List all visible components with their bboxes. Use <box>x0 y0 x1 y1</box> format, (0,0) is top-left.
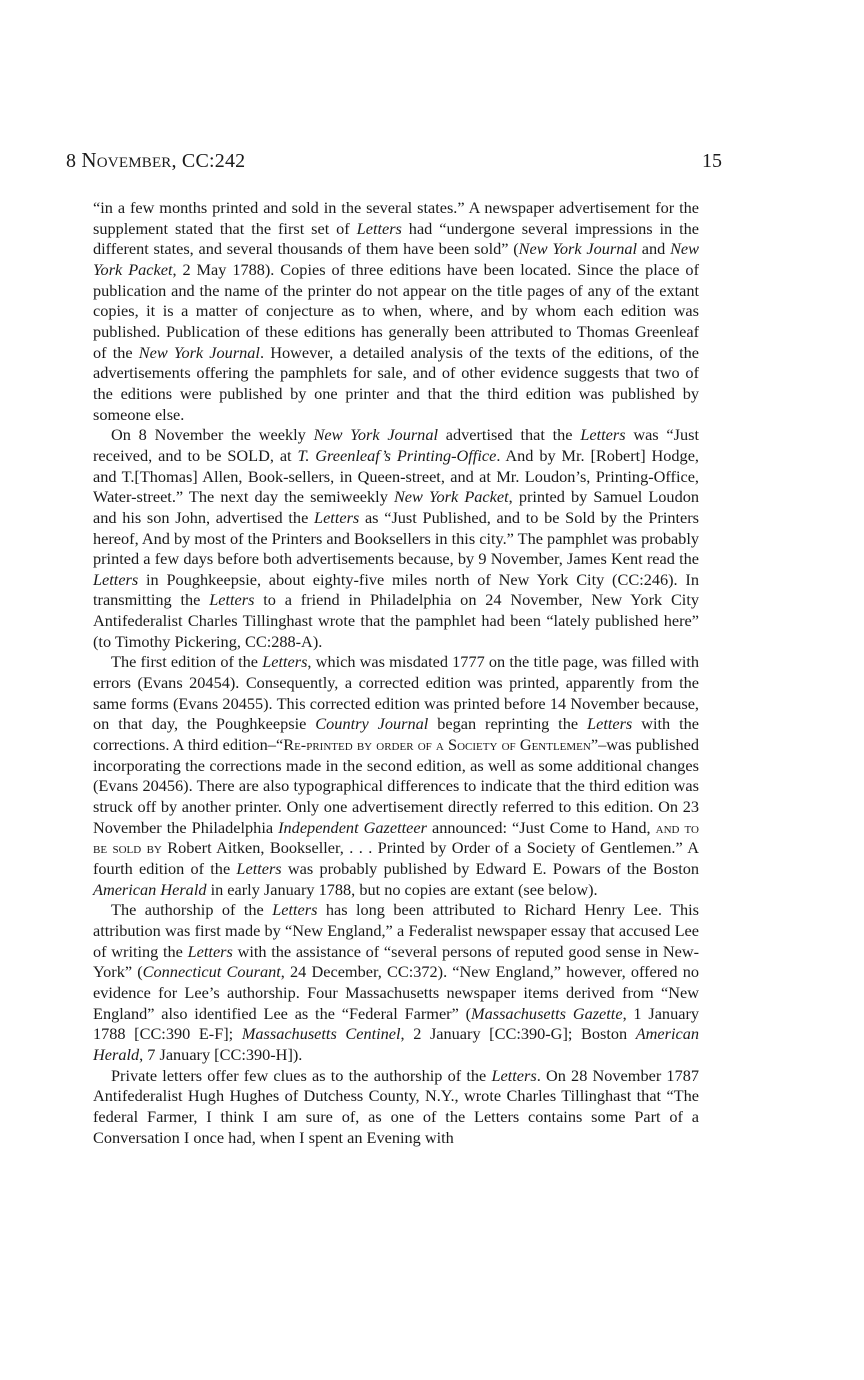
text-run: ”–was published incorporating the corrections made in the second edition, as well as some additional changes (Evans 20456). There are also typographical differences to indicate that the third edition was struck off by another printer. Only one advertisement directly referred to this edition. On 23 November the Philadelphia <box>93 735 700 837</box>
text-run: to a friend in Philadelphia on 24 November, New York City Antifederalist Charles Tillinghast wrote that the pamphlet had been “lately published here” (to Timothy Pickering, CC:288-A). <box>93 590 699 651</box>
text-run: Robert Aitken, Bookseller, . . . Printed by Order of a Society of Gentlemen.” A fourth edition of the <box>93 838 699 878</box>
italic-text: Letters <box>356 218 402 238</box>
italic-text: New York Packet <box>393 487 509 507</box>
text-run: was probably published by Edward E. Powars of the Boston <box>281 859 700 878</box>
text-run: The first edition of the <box>111 652 263 672</box>
text-run: On 8 November the weekly <box>111 425 314 445</box>
italic-text: Letters <box>580 425 626 445</box>
italic-text: Letters <box>93 569 139 589</box>
paragraph-5 <box>93 1066 699 1149</box>
small-caps-text: Re-printed by order of a Society of Gentlemen <box>283 735 591 755</box>
italic-text: New York Journal <box>518 239 638 259</box>
small-caps-text: and to be sold by <box>93 817 700 858</box>
text-run: has long been attributed to Richard Henry Lee. This attribution was first made by “New England,” a Federalist newspaper essay that accused Lee of writing the <box>93 900 699 961</box>
text-run: , 24 December, CC:372). “New England,” however, offered no evidence for Lee’s authorship. Four Massachusetts newspaper items derived from “New England” also identified Lee as the “Federal Farmer” ( <box>93 962 699 1023</box>
text-run: with the assistance of “several persons of reputed good sense in New-York” ( <box>93 941 699 982</box>
paragraph-3 <box>93 652 699 900</box>
text-run: , which was misdated 1777 on the title page, was filled with errors (Evans 20454). Consequently, a corrected edition was printed, apparently from the same forms (Evans 20455). This corrected edition was printed before 14 November because, on that day, the Poughkeepsie <box>93 652 700 734</box>
text-run: , 1 January 1788 [CC:390 E-F]; <box>93 1003 700 1044</box>
text-run: The authorship of the <box>111 900 273 920</box>
italic-text: T. Greenleaf’s Printing-Office <box>297 445 497 465</box>
text-run: had “undergone several impressions in the different states, and several thousands of them have been sold” ( <box>93 218 699 259</box>
text-run: , printed by Samuel Loudon and his son John, advertised the <box>93 487 699 527</box>
text-run: and <box>637 239 671 259</box>
italic-text: Independent Gazetteer <box>278 817 427 837</box>
text-run: . And by Mr. [Robert] Hodge, and T.[Thomas] Allen, Book-sellers, in Queen-street, and at Mr. Loudon’s, Printing-Office, Water-street.” The next day the semiweekly <box>93 445 699 507</box>
italic-text: Country Journal <box>315 714 429 734</box>
body-text <box>93 198 699 1148</box>
page-number: 15 <box>702 150 722 172</box>
text-run: in early January 1788, but no copies are extant (see below). <box>206 879 598 899</box>
text-run: with the corrections. A third edition–“ <box>93 714 699 755</box>
italic-text: New York Journal <box>138 342 260 362</box>
italic-text: Letters <box>236 859 282 878</box>
text-run: Private letters offer few clues as to the authorship of the <box>111 1065 492 1085</box>
text-run: , 7 January [CC:390-H]). <box>139 1044 303 1064</box>
text-run: . On 28 November 1787 Antifederalist Hugh Hughes of Dutchess County, N.Y., wrote Charles Tillinghast that “The federal Farmer, I think I am sure of, as one of the Letters contains some Part of a Conversation I once had, when I spent an Evening with <box>93 1065 699 1147</box>
paragraph-1 <box>93 198 699 425</box>
italic-text: Letters <box>314 507 360 527</box>
italic-text: Connecticut Courant <box>142 962 281 982</box>
text-run: “in a few months printed and sold in the several states.” A newspaper advertisement for the supplement stated that the first set of <box>93 198 699 238</box>
text-run: was “Just received, and to be SOLD, at <box>93 425 699 465</box>
paragraph-4 <box>93 900 699 1065</box>
italic-text: Letters <box>187 941 233 961</box>
text-run: . However, a detailed analysis of the texts of the editions, of the advertisements offering the pamphlets for sale, and of other evidence suggests that two of the editions were published by one printer and that the third edition was published by someone else. <box>93 342 700 424</box>
running-head <box>66 148 245 173</box>
italic-text: New York Packet <box>93 239 700 279</box>
running-head-month: November <box>81 148 172 172</box>
text-run: began reprinting the <box>428 714 588 734</box>
running-head-date: 8 <box>66 150 82 172</box>
text-run: , 2 January [CC:390-G]; Boston <box>400 1024 636 1044</box>
italic-text: Massachusetts Centinel <box>241 1024 401 1044</box>
text-run: advertised that the <box>437 425 581 445</box>
text-run: in Poughkeepsie, about eighty-five miles north of New York City (CC:246). In transmitting the <box>93 569 699 610</box>
italic-text: Letters <box>491 1065 537 1085</box>
italic-text: Letters <box>272 900 318 920</box>
italic-text: Letters <box>262 652 308 672</box>
italic-text: New York Journal <box>313 425 438 445</box>
italic-text: Letters <box>587 714 633 734</box>
text-run: , 2 May 1788). Copies of three editions have been located. Since the place of publication and the name of the printer do not appear on the title pages of any of the extant copies, it is a matter of conjecture as to when, where, and by whom each edition was published. Publication of these editions has generally been attributed to Thomas Greenleaf of the <box>93 259 699 362</box>
text-run: announced: “Just Come to Hand, <box>426 817 656 837</box>
italic-text: American Herald <box>93 879 207 899</box>
italic-text: American Herald <box>93 1024 700 1064</box>
italic-text: Letters <box>209 590 255 610</box>
paragraph-2 <box>93 425 699 652</box>
running-head-reference: , CC:242 <box>171 150 246 172</box>
italic-text: Massachusetts Gazette <box>471 1003 623 1023</box>
text-run: as “Just Published, and to be Sold by the Printers hereof, And by most of the Printers and Booksellers in this city.” The pamphlet was probably printed a few days before both advertisements because, by 9 November, James Kent read the <box>93 507 699 569</box>
